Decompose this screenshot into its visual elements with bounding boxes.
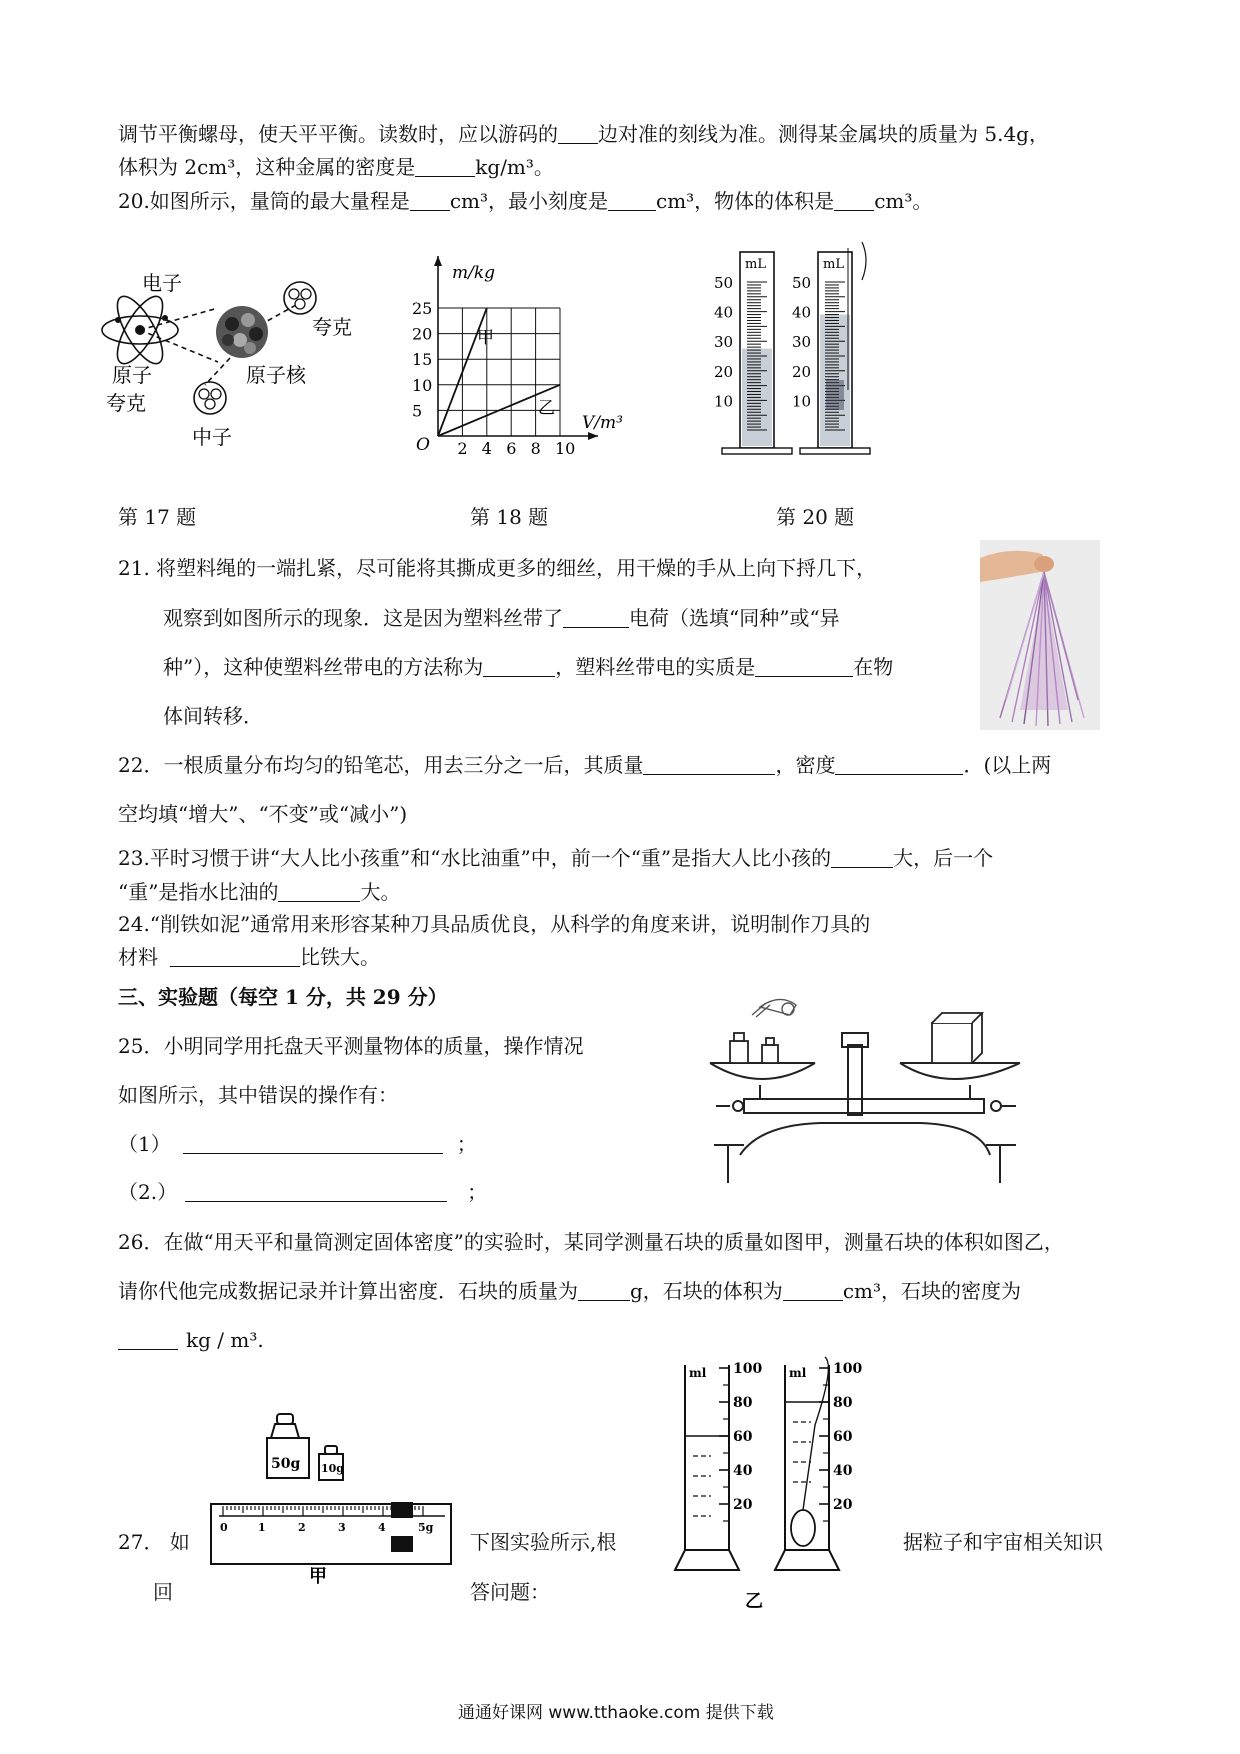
- answer-blank[interactable]: [170, 946, 300, 967]
- q23-text: 23.平时习惯于讲“大人比小孩重”和“水比油重”中，前一个“重”是指大人比小孩的: [118, 846, 832, 870]
- answer-blank[interactable]: [558, 123, 598, 144]
- label-electron: 电子: [142, 271, 182, 295]
- q26-line2: [118, 1279, 1021, 1303]
- cylinder-with-stone: [775, 1357, 862, 1570]
- series-label: 乙: [538, 398, 556, 419]
- atom-center: [135, 325, 145, 335]
- figure-jia-weights-ruler: [205, 1410, 465, 1585]
- section-title: 三、实验题（每空 1 分，共 29 分）: [118, 985, 448, 1009]
- q19-text: 调节平衡螺母，使天平平衡。读数时，应以游码的: [118, 122, 558, 146]
- cyl-tick-label: 20: [733, 1497, 753, 1513]
- q21-text: 电荷（选填“同种”或“异: [629, 606, 840, 630]
- pointer-stand: [848, 1045, 862, 1115]
- q21-line1: 21. 将塑料绳的一端扎紧，尽可能将其撕成更多的细丝，用干燥的手从上向下捋几下，: [118, 556, 877, 580]
- answer-blank[interactable]: [483, 656, 555, 677]
- q22-text: ，密度: [775, 753, 836, 777]
- atom-structure-diagram: [100, 270, 380, 470]
- label-neutron: 中子: [192, 425, 232, 449]
- answer-blank[interactable]: [643, 754, 775, 775]
- cylinder-base: [722, 448, 792, 454]
- label-yi: 乙: [745, 1591, 763, 1612]
- cylinder-water-only: [675, 1361, 762, 1570]
- answer-blank[interactable]: [834, 190, 874, 211]
- volume-tick-label: 20: [714, 362, 734, 381]
- label-jia: 甲: [309, 1566, 327, 1585]
- measuring-cylinders-figure: [700, 240, 890, 465]
- label-10g: 10g: [321, 1462, 344, 1475]
- q25-line1: 25．小明同学用托盘天平测量物体的质量，操作情况: [118, 1034, 584, 1058]
- q23-text: “重”是指水比油的: [118, 880, 279, 904]
- semicolon: ；: [467, 1180, 488, 1204]
- series-label: 甲: [477, 327, 495, 348]
- q23-text: 大。: [360, 880, 401, 904]
- ruler-tick-label: 1: [258, 1521, 266, 1534]
- q23-text: 大，后一个: [893, 846, 994, 870]
- volume-tick-label: 50: [714, 274, 734, 292]
- answer-blank[interactable]: [835, 754, 963, 775]
- q27-part-e: 答问题：: [470, 1580, 550, 1604]
- q24-line1: 24.“削铁如泥”通常用来形容某种刀具品质优良，从科学的角度来讲，说明制作刀具的: [118, 912, 871, 936]
- y-axis-arrow: [434, 256, 442, 266]
- cyl-tick-label: 20: [833, 1497, 853, 1513]
- q20-text: cm³，最小刻度是: [449, 189, 608, 213]
- label-50g: 50g: [271, 1456, 301, 1472]
- weight-icon: [762, 1045, 778, 1063]
- plastic-strands-photo: [980, 540, 1100, 730]
- q19-text: kg/m³。: [475, 155, 554, 179]
- q20-text: 20.如图所示，量筒的最大量程是: [118, 189, 410, 213]
- q21-line2: [163, 606, 840, 630]
- q22-text: ．(以上两: [963, 753, 1052, 777]
- q26-text: cm³，石块的密度为: [842, 1279, 1021, 1303]
- cylinder-wall: [685, 1365, 729, 1550]
- answer-blank[interactable]: [278, 881, 360, 902]
- rider-lower: [391, 1536, 413, 1552]
- q26-text: kg / m³.: [186, 1328, 264, 1352]
- answer-blank[interactable]: [608, 190, 656, 211]
- stone: [791, 1510, 815, 1546]
- figure-yi-cylinders: [665, 1345, 890, 1615]
- q21-text: 种”），这种使塑料丝带电的方法称为: [163, 655, 484, 679]
- answer-blank[interactable]: [755, 656, 853, 677]
- ruler-tick-label: 2: [298, 1521, 306, 1534]
- q21-text: 在物: [853, 655, 894, 679]
- q20-line: [118, 189, 932, 213]
- base: [740, 1123, 990, 1155]
- cylinder-base: [800, 448, 870, 454]
- volume-tick-label: 10: [792, 392, 812, 411]
- q23-line1: [118, 846, 993, 870]
- hanging-thread: [862, 242, 866, 280]
- cyl-unit-label: ml: [689, 1366, 707, 1380]
- q21-text: 观察到如图所示的现象．这是因为塑料丝带了: [163, 606, 563, 630]
- cyl-tick-label: 80: [733, 1395, 753, 1411]
- x-axis-label: V/m³: [582, 413, 623, 433]
- ruler-tick-label: 0: [220, 1521, 228, 1534]
- volume-tick-label: 30: [714, 333, 734, 352]
- cyl-tick-label: 80: [833, 1395, 853, 1411]
- caption-18: 第 18 题: [470, 505, 549, 529]
- weight-icon: [730, 1041, 748, 1063]
- ruler-tick-label: 4: [378, 1521, 386, 1534]
- q25-item1: [118, 1132, 477, 1156]
- y-axis-label: m/kg: [452, 263, 496, 283]
- object-block: [932, 1023, 972, 1063]
- answer-blank[interactable]: [185, 1181, 447, 1202]
- y-tick-label: 25: [412, 299, 433, 318]
- volume-tick-label: 30: [792, 333, 812, 352]
- cylinder-before: [714, 252, 792, 454]
- label-atom: 原子: [112, 363, 152, 387]
- q24-text: 比铁大。: [300, 945, 380, 969]
- tweezers-hand-icon: [752, 999, 796, 1017]
- ruler-tick-label: 3: [338, 1521, 346, 1534]
- q26-line3: [118, 1328, 264, 1352]
- volume-tick-label: 50: [792, 274, 812, 292]
- answer-blank[interactable]: [563, 607, 629, 628]
- volume-tick-label: 40: [714, 303, 734, 322]
- q21-line3: [163, 655, 893, 679]
- cylinder-foot: [775, 1550, 839, 1570]
- x-tick-label: 10: [555, 439, 576, 458]
- answer-blank[interactable]: [783, 1280, 843, 1301]
- volume-tick-label: 20: [792, 362, 812, 381]
- cyl-tick-label: 60: [833, 1429, 853, 1445]
- q20-text: cm³，物体的体积是: [656, 189, 835, 213]
- q27-part-d: 回: [153, 1580, 173, 1604]
- q19-line1: [118, 122, 1049, 146]
- cyl-unit-label: ml: [789, 1366, 807, 1380]
- y-tick-label: 10: [412, 375, 433, 395]
- q19-line2: [118, 155, 554, 179]
- cylinder-after: [792, 242, 870, 454]
- cyl-tick-label: 60: [733, 1429, 753, 1445]
- y-tick-label: 5: [412, 401, 423, 421]
- q27-part-c: 据粒子和宇宙相关知识: [903, 1530, 1103, 1554]
- q19-text: 边对准的刻线为准。测得某金属块的质量为 5.4g，: [598, 122, 1049, 146]
- label-nucleus: 原子核: [246, 363, 306, 387]
- q19-text: 体积为 2cm³，这种金属的密度是: [118, 155, 416, 179]
- q21-line4: 体间转移．: [163, 704, 263, 728]
- answer-blank[interactable]: [415, 156, 475, 177]
- q20-text: cm³。: [874, 189, 933, 213]
- volume-tick-label: 10: [714, 392, 734, 411]
- x-tick-label: 4: [481, 439, 492, 458]
- submerged-object: [826, 380, 844, 410]
- page-footer: 通通好课网 www.tthaoke.com 提供下载: [458, 1703, 774, 1723]
- balance-scale-figure: [700, 995, 1035, 1185]
- q24-line2: [118, 945, 380, 969]
- rider-upper: [391, 1502, 413, 1518]
- origin-label: O: [416, 435, 430, 455]
- left-pan: [710, 1063, 815, 1079]
- q27-part-b: 下图实验所示,根: [470, 1530, 617, 1554]
- item-number: （1）: [118, 1132, 171, 1156]
- answer-blank[interactable]: [831, 847, 893, 868]
- ruler-tick-label: 5g: [418, 1521, 434, 1534]
- y-tick-label: 20: [412, 324, 433, 344]
- nucleus-cluster: [216, 306, 268, 358]
- answer-blank[interactable]: [410, 190, 450, 211]
- x-axis-arrow: [588, 432, 598, 440]
- mass-volume-chart: [400, 250, 640, 460]
- answer-blank[interactable]: [183, 1133, 443, 1154]
- caption-17: 第 17 题: [118, 505, 197, 529]
- y-tick-label: 15: [412, 350, 433, 370]
- q22-line1: [118, 753, 1051, 777]
- x-tick-label: 6: [506, 439, 517, 458]
- label-quark-top: 夸克: [312, 315, 352, 339]
- cyl-tick-label: 40: [733, 1463, 753, 1479]
- semicolon: ；: [456, 1132, 477, 1156]
- q22-text: 22．一根质量分布均匀的铅笔芯，用去三分之一后，其质量: [118, 753, 644, 777]
- q25-item2: [118, 1180, 487, 1204]
- q24-text: 材料: [118, 945, 158, 969]
- q23-line2: [118, 880, 400, 904]
- beam: [744, 1099, 984, 1113]
- cyl-tick-label: 40: [833, 1463, 853, 1479]
- caption-20: 第 20 题: [776, 505, 855, 529]
- cyl-tick-label: 100: [833, 1361, 863, 1377]
- q21-text: ，塑料丝带电的实质是: [555, 655, 756, 679]
- x-tick-label: 2: [457, 439, 468, 458]
- label-quark-bottom: 夸克: [106, 391, 146, 415]
- q26-text: g，石块的体积为: [630, 1279, 783, 1303]
- unit-label: mL: [745, 257, 766, 272]
- answer-blank[interactable]: [118, 1329, 178, 1350]
- x-tick-label: 8: [530, 439, 541, 458]
- q27-part-a: 27． 如: [118, 1530, 190, 1554]
- unit-label: mL: [823, 257, 844, 272]
- q25-line2: 如图所示，其中错误的操作有：: [118, 1083, 398, 1107]
- q26-text: 请你代他完成数据记录并计算出密度．石块的质量为: [118, 1279, 578, 1303]
- ruler-body: [211, 1504, 451, 1564]
- right-pan: [900, 1063, 1020, 1079]
- q22-line2: 空均填“增大”、“不变”或“减小”): [118, 802, 408, 826]
- cylinder-foot: [675, 1550, 739, 1570]
- cyl-tick-label: 100: [733, 1361, 763, 1377]
- volume-tick-label: 40: [792, 303, 812, 322]
- q26-line1: 26．在做“用天平和量筒测定固体密度”的实验时，某同学测量石块的质量如图甲，测量石块的体积如图乙，: [118, 1230, 1064, 1254]
- answer-blank[interactable]: [578, 1280, 630, 1301]
- item-number: （2.）: [118, 1180, 178, 1204]
